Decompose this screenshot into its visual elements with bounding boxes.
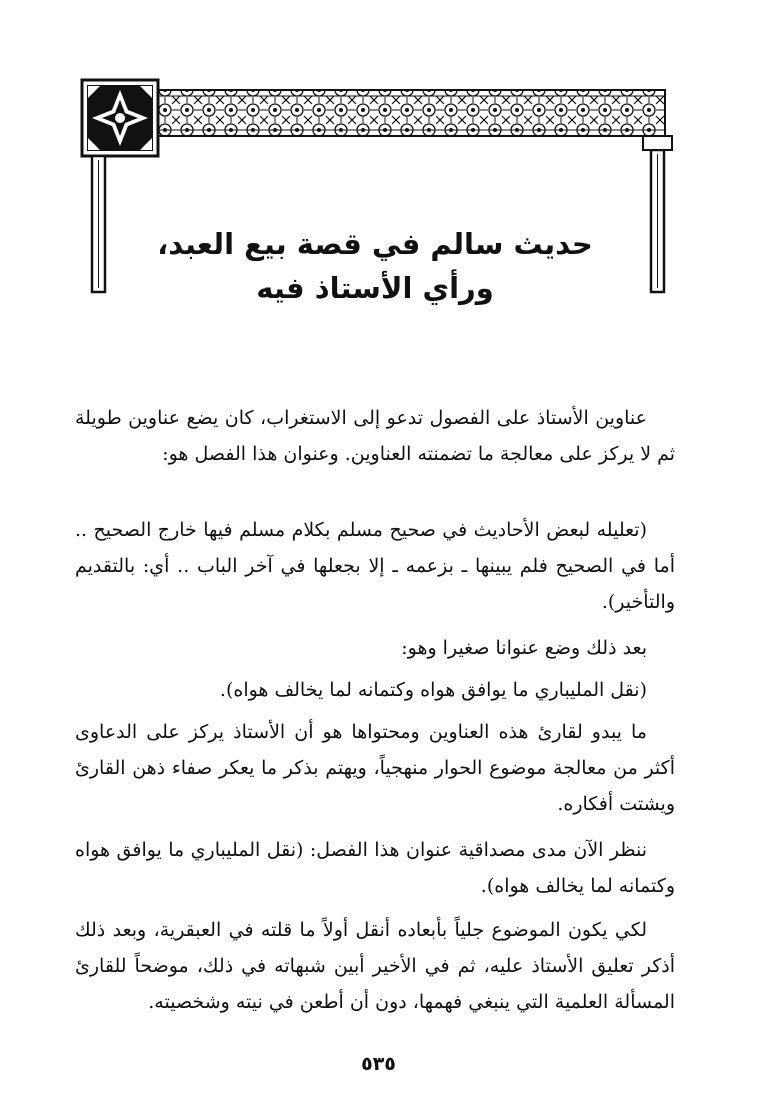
page-number: ٥٣٥ [361,1053,396,1075]
chapter-title-line-1: حديث سالم في قصة بيع العبد، [157,227,593,261]
paragraph: ما يبدو لقارئ هذه العناوين ومحتواها هو أن الأستاذ يركز على الدعاوى أكثر من معالجة موضوع الحوار منهجياً، ويهتم بذكر ما يعكر صفاء ذهن القارئ ويشتت أفكاره. [75,721,675,815]
paragraph: لكي يكون الموضوع جلياً بأبعاده أنقل أولاً ما قلته في العبقرية، وبعد ذلك أذكر تعليق الأستاذ عليه، ثم في الأخير أبين شبهاته في ذلك، موضحاً للقارئ المسألة العلمية التي ينبغي فهمها، دون أن أطعن في نيته وشخصيته. [75,919,675,1013]
paragraph: بعد ذلك وضع عنوانا صغيرا وهو: [401,637,647,659]
chapter-title-line-2: ورأي الأستاذ فيه [256,271,494,305]
geometric-star-ornament-icon [82,80,158,156]
quoted-heading: (تعليله لبعض الأحاديث في صحيح مسلم بكلام مسلم فيها خارج الصحيح .. أما في الصحيح فلم يبينها ـ بزعمه ـ إلا بجعلها في آخر الباب .. أي: بالتقديم والتأخير). [75,519,675,613]
ornamental-frame [0,0,757,400]
paragraph: عناوين الأستاذ على الفصول تدعو إلى الاستغراب، كان يضع عناوين طويلة ثم لا يركز على معالجة ما تضمنته العناوين. وعنوان هذا الفصل هو: [75,407,675,465]
paragraph: ننظر الآن مدى مصداقية عنوان هذا الفصل: (نقل المليباري ما يوافق هواه وكتمانه لما يخالف هواه). [75,839,675,897]
ornament-band [155,90,665,136]
quoted-subheading: (نقل المليباري ما يوافق هواه وكتمانه لما يخالف هواه). [219,679,647,701]
